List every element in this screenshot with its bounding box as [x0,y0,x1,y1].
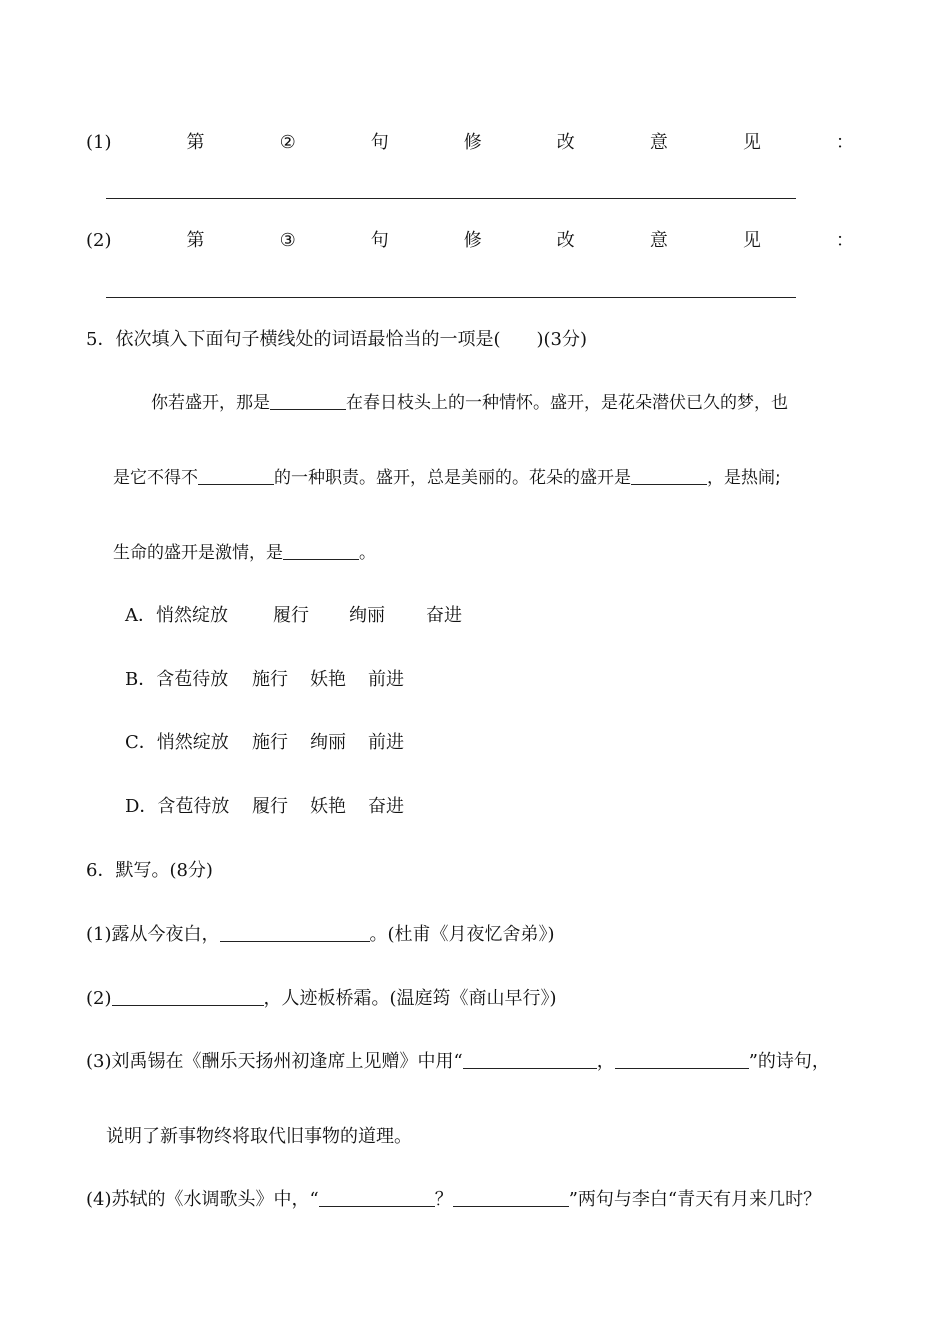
q4-item-2-char: ： [835,230,854,251]
q6-item-4 [86,1188,821,1212]
fill-blank[interactable] [270,391,346,410]
q4-item-1-char: 句 [370,132,389,153]
q4-item-1-char: 改 [556,132,575,153]
q6-item-3 [86,1050,830,1074]
option-a[interactable] [125,604,462,628]
q4-item-2-char: 第 [186,230,205,251]
q6-item-1 [86,923,555,947]
q4-item-1 [86,131,854,155]
passage-text: 在春日枝头上的一种情怀。盛开，是花朵潜伏已久的梦，也 [346,393,788,413]
q4-item-1-char: 第 [186,132,205,153]
q4-item-2-char: 改 [556,230,575,251]
option-word: 履行 [273,605,309,626]
q4-item-1-char: ： [835,132,854,153]
item-text: ，人迹板桥霜。(温庭筠《商山早行》) [263,988,557,1009]
q6-stem: 6．默写。(8分) [86,860,213,881]
option-word: 奋进 [368,796,404,817]
option-word: 前进 [368,669,404,690]
q4-item-2-char: 修 [463,230,482,251]
option-b[interactable] [125,668,404,692]
option-c[interactable] [125,731,404,755]
q5-passage-line-2 [113,466,781,490]
q4-item-2-number: (2) [86,230,112,251]
option-word: 绚丽 [349,605,385,626]
fill-blank[interactable] [283,541,359,560]
fill-blank[interactable] [615,1050,749,1069]
fill-blank[interactable] [463,1050,597,1069]
item-text: (3)刘禹锡在《酬乐天扬州初逢席上见赠》中用“ [86,1051,463,1072]
passage-text: 。 [359,543,376,563]
option-word: 妖艳 [310,669,346,690]
q4-item-2-char: 见 [742,230,761,251]
option-word: 施行 [252,732,288,753]
item-text: (4)苏轼的《水调歌头》中，“ [86,1189,319,1210]
q5-stem: 5．依次填入下面句子横线处的词语最恰当的一项是( )(3分) [86,329,587,350]
q4-item-2-char: 句 [370,230,389,251]
q5-passage-line-3 [113,541,376,565]
q4-item-1-char: 修 [463,132,482,153]
item-text: ？ [434,1189,453,1210]
passage-text: 生命的盛开是激情，是 [113,543,283,563]
item-text: 。(杜甫《月夜忆舍弟》) [369,924,555,945]
passage-text: 是它不得不 [113,468,198,488]
passage-text: ，是热闹; [707,468,781,488]
option-label: B．含苞待放 [125,669,229,690]
q4-item-1-char: ② [279,132,296,153]
fill-blank[interactable] [112,987,264,1006]
answer-line[interactable] [106,198,796,199]
option-label: C．悄然绽放 [125,732,229,753]
item-text: (1)露从今夜白， [86,924,220,945]
option-label: A．悄然绽放 [125,605,228,626]
answer-line[interactable] [106,297,796,298]
q6-item-3-continued: 说明了新事物终将取代旧事物的道理。 [106,1126,412,1147]
q4-item-1-number: (1) [86,132,112,153]
passage-text: 的一种职责。盛开，总是美丽的。花朵的盛开是 [274,468,631,488]
option-word: 绚丽 [310,732,346,753]
item-text: ， [596,1051,615,1072]
fill-blank[interactable] [631,466,707,485]
q4-item-2 [86,229,854,253]
q4-item-1-char: 见 [742,132,761,153]
q4-item-2-char: ③ [279,230,296,251]
option-word: 履行 [252,796,288,817]
fill-blank[interactable] [198,466,274,485]
option-word: 奋进 [426,605,462,626]
option-label: D．含苞待放 [125,796,230,817]
passage-text: 你若盛开，那是 [151,393,270,413]
option-d[interactable] [125,795,404,819]
item-text: (2) [86,988,112,1009]
fill-blank[interactable] [220,923,370,942]
item-text: ”两句与李白“青天有月来几时？ [568,1189,822,1210]
q4-item-2-char: 意 [649,230,668,251]
q6-item-2 [86,987,557,1011]
option-word: 妖艳 [310,796,346,817]
q5-passage-line-1 [151,391,788,415]
fill-blank[interactable] [453,1188,569,1207]
fill-blank[interactable] [319,1188,435,1207]
option-word: 前进 [368,732,404,753]
q4-item-1-char: 意 [649,132,668,153]
option-word: 施行 [252,669,288,690]
item-text: ”的诗句， [748,1051,830,1072]
